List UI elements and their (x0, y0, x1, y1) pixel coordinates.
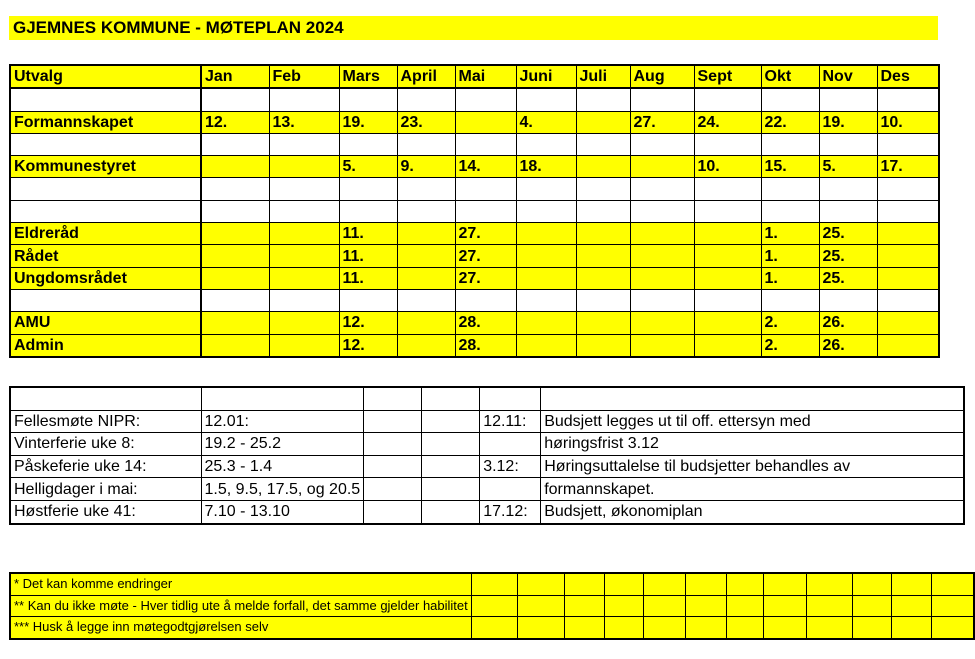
footnote-text: *** Husk å legge inn møtegodtgjørelsen selv (10, 617, 471, 639)
info-label: Helligdager i mai: (10, 478, 201, 501)
meeting-date-cell (397, 223, 455, 245)
meeting-date-cell: 27. (455, 267, 516, 289)
empty-cell (422, 478, 480, 501)
meeting-date-cell (455, 111, 516, 133)
info-row (10, 455, 964, 478)
info-row (10, 410, 964, 433)
schedule-row (10, 223, 939, 245)
column-header-month: Juli (576, 65, 630, 88)
empty-cell (726, 573, 763, 595)
meeting-date-cell: 23. (397, 111, 455, 133)
meeting-date-cell (819, 178, 877, 200)
info-label: Vinterferie uke 8: (10, 433, 201, 456)
meeting-date-cell (877, 200, 939, 222)
meeting-date-cell (694, 245, 761, 267)
meeting-date-cell (576, 178, 630, 200)
empty-cell (807, 617, 852, 639)
meeting-date-cell (694, 312, 761, 334)
schedule-row (10, 200, 939, 222)
meeting-date-cell: 19. (819, 111, 877, 133)
empty-cell (892, 573, 932, 595)
meeting-date-cell (516, 133, 576, 155)
meeting-date-cell (201, 223, 269, 245)
meeting-date-cell (576, 111, 630, 133)
footnote-row (10, 573, 974, 595)
meeting-date-cell (877, 267, 939, 289)
meeting-date-cell (576, 156, 630, 178)
meeting-date-cell (694, 200, 761, 222)
empty-cell (604, 573, 644, 595)
empty-cell (892, 595, 932, 617)
meeting-date-cell: 13. (269, 111, 339, 133)
info-note: høringsfrist 3.12 (541, 433, 964, 456)
empty-cell (517, 573, 564, 595)
column-header-month: Mai (455, 65, 516, 88)
schedule-row (10, 111, 939, 133)
meeting-date-cell (576, 133, 630, 155)
empty-cell (364, 387, 422, 410)
committee-name (10, 200, 201, 222)
schedule-row (10, 88, 939, 111)
meeting-date-cell (201, 312, 269, 334)
meeting-date-cell (397, 245, 455, 267)
meeting-date-cell (516, 267, 576, 289)
meeting-date-cell (516, 245, 576, 267)
committee-name: Rådet (10, 245, 201, 267)
info-date (480, 387, 541, 410)
meeting-date-cell (761, 178, 819, 200)
empty-cell (726, 595, 763, 617)
empty-cell (644, 595, 686, 617)
meeting-date-cell (201, 245, 269, 267)
info-value: 12.01: (201, 410, 364, 433)
empty-cell (685, 595, 726, 617)
meeting-date-cell (455, 200, 516, 222)
empty-cell (517, 617, 564, 639)
meeting-date-cell (630, 133, 694, 155)
meeting-date-cell (397, 312, 455, 334)
meeting-date-cell: 10. (877, 111, 939, 133)
meeting-date-cell (630, 178, 694, 200)
meeting-date-cell: 25. (819, 245, 877, 267)
meeting-date-cell: 22. (761, 111, 819, 133)
info-note: Budsjett legges ut til off. ettersyn med (541, 410, 964, 433)
meeting-date-cell: 11. (339, 267, 397, 289)
meeting-date-cell: 26. (819, 334, 877, 357)
schedule-row (10, 245, 939, 267)
meeting-date-cell (269, 223, 339, 245)
info-row (10, 387, 964, 410)
meeting-date-cell (819, 88, 877, 111)
empty-cell (364, 500, 422, 523)
meeting-date-cell (397, 200, 455, 222)
schedule-row (10, 289, 939, 311)
info-date: 17.12: (480, 500, 541, 523)
meeting-date-cell (269, 178, 339, 200)
meeting-date-cell (269, 289, 339, 311)
meeting-date-cell (761, 133, 819, 155)
schedule-row (10, 133, 939, 155)
meeting-date-cell (630, 245, 694, 267)
empty-cell (892, 617, 932, 639)
footnote-text: ** Kan du ikke møte - Hver tidlig ute å melde forfall, det samme gjelder habilitet (10, 595, 471, 617)
empty-cell (422, 387, 480, 410)
info-label: Fellesmøte NIPR: (10, 410, 201, 433)
meeting-date-cell (630, 312, 694, 334)
column-header-month: Feb (269, 65, 339, 88)
meeting-date-cell (397, 267, 455, 289)
meeting-date-cell (877, 289, 939, 311)
meeting-date-cell (269, 200, 339, 222)
meeting-date-cell (455, 289, 516, 311)
meeting-date-cell (819, 289, 877, 311)
info-date: 3.12: (480, 455, 541, 478)
committee-name (10, 289, 201, 311)
empty-cell (422, 500, 480, 523)
page-title: GJEMNES KOMMUNE - MØTEPLAN 2024 (13, 18, 344, 37)
meeting-date-cell (761, 289, 819, 311)
committee-name: Admin (10, 334, 201, 357)
empty-cell (364, 410, 422, 433)
info-value (201, 387, 364, 410)
empty-cell (763, 617, 806, 639)
info-note: Budsjett, økonomiplan (541, 500, 964, 523)
info-label (10, 387, 201, 410)
meeting-date-cell (877, 312, 939, 334)
meeting-date-cell (877, 178, 939, 200)
meeting-date-cell (516, 223, 576, 245)
header-row (10, 65, 939, 88)
column-header-month: Nov (819, 65, 877, 88)
meeting-date-cell (269, 88, 339, 111)
info-note: Høringsuttalelse til budsjetter behandles av (541, 455, 964, 478)
empty-cell (932, 617, 975, 639)
empty-cell (763, 573, 806, 595)
meeting-date-cell (576, 245, 630, 267)
empty-cell (604, 617, 644, 639)
meeting-date-cell: 27. (455, 223, 516, 245)
footnote-text: * Det kan komme endringer (10, 573, 471, 595)
empty-cell (565, 595, 605, 617)
meeting-date-cell: 4. (516, 111, 576, 133)
meeting-date-cell (630, 223, 694, 245)
meeting-date-cell (516, 334, 576, 357)
meeting-date-cell: 17. (877, 156, 939, 178)
meeting-date-cell (397, 178, 455, 200)
empty-cell (852, 595, 892, 617)
committee-name: Ungdomsrådet (10, 267, 201, 289)
empty-cell (852, 617, 892, 639)
meeting-date-cell (397, 88, 455, 111)
meeting-date-cell: 12. (201, 111, 269, 133)
empty-cell (932, 595, 975, 617)
meeting-date-cell: 11. (339, 223, 397, 245)
meeting-date-cell: 28. (455, 312, 516, 334)
meeting-date-cell: 9. (397, 156, 455, 178)
meeting-date-cell (694, 88, 761, 111)
column-header-month: Sept (694, 65, 761, 88)
schedule-row (10, 156, 939, 178)
meeting-date-cell (630, 267, 694, 289)
schedule-row (10, 178, 939, 200)
committee-name: Eldreråd (10, 223, 201, 245)
meeting-date-cell (201, 200, 269, 222)
meeting-date-cell (455, 88, 516, 111)
column-header-month: April (397, 65, 455, 88)
meeting-date-cell (630, 88, 694, 111)
meeting-date-cell: 5. (339, 156, 397, 178)
empty-cell (422, 455, 480, 478)
meeting-date-cell (694, 178, 761, 200)
meeting-date-cell (201, 267, 269, 289)
schedule-row (10, 267, 939, 289)
info-table (9, 386, 965, 525)
meeting-date-cell (694, 334, 761, 357)
meeting-date-cell: 2. (761, 334, 819, 357)
empty-cell (565, 617, 605, 639)
meeting-date-cell (269, 156, 339, 178)
meeting-date-cell (694, 289, 761, 311)
meeting-date-cell (576, 334, 630, 357)
info-date: 12.11: (480, 410, 541, 433)
empty-cell (364, 433, 422, 456)
meeting-date-cell: 19. (339, 111, 397, 133)
meeting-date-cell (630, 200, 694, 222)
empty-cell (932, 573, 975, 595)
info-note: formannskapet. (541, 478, 964, 501)
meeting-date-cell: 2. (761, 312, 819, 334)
meeting-date-cell (201, 178, 269, 200)
meeting-date-cell (516, 88, 576, 111)
meeting-date-cell (877, 334, 939, 357)
meeting-date-cell (516, 178, 576, 200)
meeting-date-cell (339, 133, 397, 155)
meeting-schedule-table (9, 64, 940, 358)
meeting-date-cell (630, 289, 694, 311)
committee-name (10, 88, 201, 111)
meeting-date-cell: 5. (819, 156, 877, 178)
info-value: 25.3 - 1.4 (201, 455, 364, 478)
meeting-date-cell (269, 133, 339, 155)
empty-cell (644, 617, 686, 639)
meeting-date-cell: 27. (630, 111, 694, 133)
meeting-date-cell: 1. (761, 223, 819, 245)
committee-name (10, 133, 201, 155)
column-header-month: Aug (630, 65, 694, 88)
meeting-date-cell (576, 267, 630, 289)
meeting-date-cell (877, 88, 939, 111)
meeting-date-cell: 25. (819, 267, 877, 289)
meeting-date-cell: 28. (455, 334, 516, 357)
meeting-date-cell (819, 133, 877, 155)
meeting-date-cell (201, 88, 269, 111)
schedule-row (10, 334, 939, 357)
meeting-date-cell (516, 200, 576, 222)
committee-name: Formannskapet (10, 111, 201, 133)
meeting-date-cell: 1. (761, 267, 819, 289)
column-header-month: Mars (339, 65, 397, 88)
meeting-date-cell (516, 289, 576, 311)
empty-cell (422, 433, 480, 456)
empty-cell (807, 573, 852, 595)
column-header-month: Des (877, 65, 939, 88)
meeting-date-cell: 26. (819, 312, 877, 334)
meeting-date-cell: 25. (819, 223, 877, 245)
info-value: 19.2 - 25.2 (201, 433, 364, 456)
empty-cell (471, 595, 517, 617)
schedule-row (10, 312, 939, 334)
empty-cell (726, 617, 763, 639)
meeting-date-cell (201, 156, 269, 178)
meeting-date-cell (694, 223, 761, 245)
meeting-date-cell: 27. (455, 245, 516, 267)
meeting-date-cell (455, 178, 516, 200)
info-label: Høstferie uke 41: (10, 500, 201, 523)
empty-cell (364, 455, 422, 478)
footnote-row (10, 617, 974, 639)
meeting-date-cell (576, 312, 630, 334)
meeting-date-cell (269, 267, 339, 289)
title-bar (9, 16, 938, 40)
meeting-date-cell (201, 334, 269, 357)
meeting-date-cell (339, 289, 397, 311)
footnotes-table (9, 572, 975, 640)
meeting-date-cell (269, 312, 339, 334)
meeting-date-cell (397, 133, 455, 155)
meeting-date-cell (630, 334, 694, 357)
info-row (10, 433, 964, 456)
column-header-utvalg: Utvalg (10, 65, 201, 88)
meeting-date-cell (576, 289, 630, 311)
meeting-date-cell (576, 200, 630, 222)
meeting-date-cell: 15. (761, 156, 819, 178)
empty-cell (565, 573, 605, 595)
meeting-date-cell (877, 223, 939, 245)
info-value: 7.10 - 13.10 (201, 500, 364, 523)
meeting-date-cell: 18. (516, 156, 576, 178)
committee-name: AMU (10, 312, 201, 334)
meeting-date-cell (877, 133, 939, 155)
meeting-date-cell (694, 133, 761, 155)
info-label: Påskeferie uke 14: (10, 455, 201, 478)
info-row (10, 478, 964, 501)
info-date (480, 478, 541, 501)
column-header-month: Okt (761, 65, 819, 88)
info-date (480, 433, 541, 456)
meeting-date-cell: 10. (694, 156, 761, 178)
meeting-date-cell (694, 267, 761, 289)
empty-cell (471, 617, 517, 639)
empty-cell (763, 595, 806, 617)
empty-cell (685, 573, 726, 595)
info-value: 1.5, 9.5, 17.5, og 20.5 (201, 478, 364, 501)
meeting-date-cell (269, 245, 339, 267)
meeting-date-cell (201, 133, 269, 155)
meeting-date-cell (761, 200, 819, 222)
empty-cell (604, 595, 644, 617)
meeting-date-cell: 11. (339, 245, 397, 267)
meeting-date-cell (201, 289, 269, 311)
meeting-date-cell (516, 312, 576, 334)
meeting-date-cell (269, 334, 339, 357)
column-header-month: Juni (516, 65, 576, 88)
meeting-date-cell: 14. (455, 156, 516, 178)
footnote-row (10, 595, 974, 617)
meeting-date-cell (339, 88, 397, 111)
meeting-date-cell: 1. (761, 245, 819, 267)
meeting-date-cell (455, 133, 516, 155)
meeting-date-cell: 12. (339, 334, 397, 357)
meeting-date-cell (630, 156, 694, 178)
meeting-date-cell (761, 88, 819, 111)
meeting-date-cell (877, 245, 939, 267)
committee-name (10, 178, 201, 200)
empty-cell (422, 410, 480, 433)
committee-name: Kommunestyret (10, 156, 201, 178)
meeting-date-cell (576, 223, 630, 245)
empty-cell (644, 573, 686, 595)
meeting-date-cell (339, 178, 397, 200)
empty-cell (517, 595, 564, 617)
info-row (10, 500, 964, 523)
meeting-date-cell: 12. (339, 312, 397, 334)
meeting-date-cell (339, 200, 397, 222)
meeting-date-cell (819, 200, 877, 222)
info-note (541, 387, 964, 410)
empty-cell (364, 478, 422, 501)
meeting-date-cell (576, 88, 630, 111)
empty-cell (852, 573, 892, 595)
column-header-month: Jan (201, 65, 269, 88)
meeting-date-cell: 24. (694, 111, 761, 133)
meeting-date-cell (397, 334, 455, 357)
empty-cell (685, 617, 726, 639)
empty-cell (807, 595, 852, 617)
meeting-date-cell (397, 289, 455, 311)
empty-cell (471, 573, 517, 595)
